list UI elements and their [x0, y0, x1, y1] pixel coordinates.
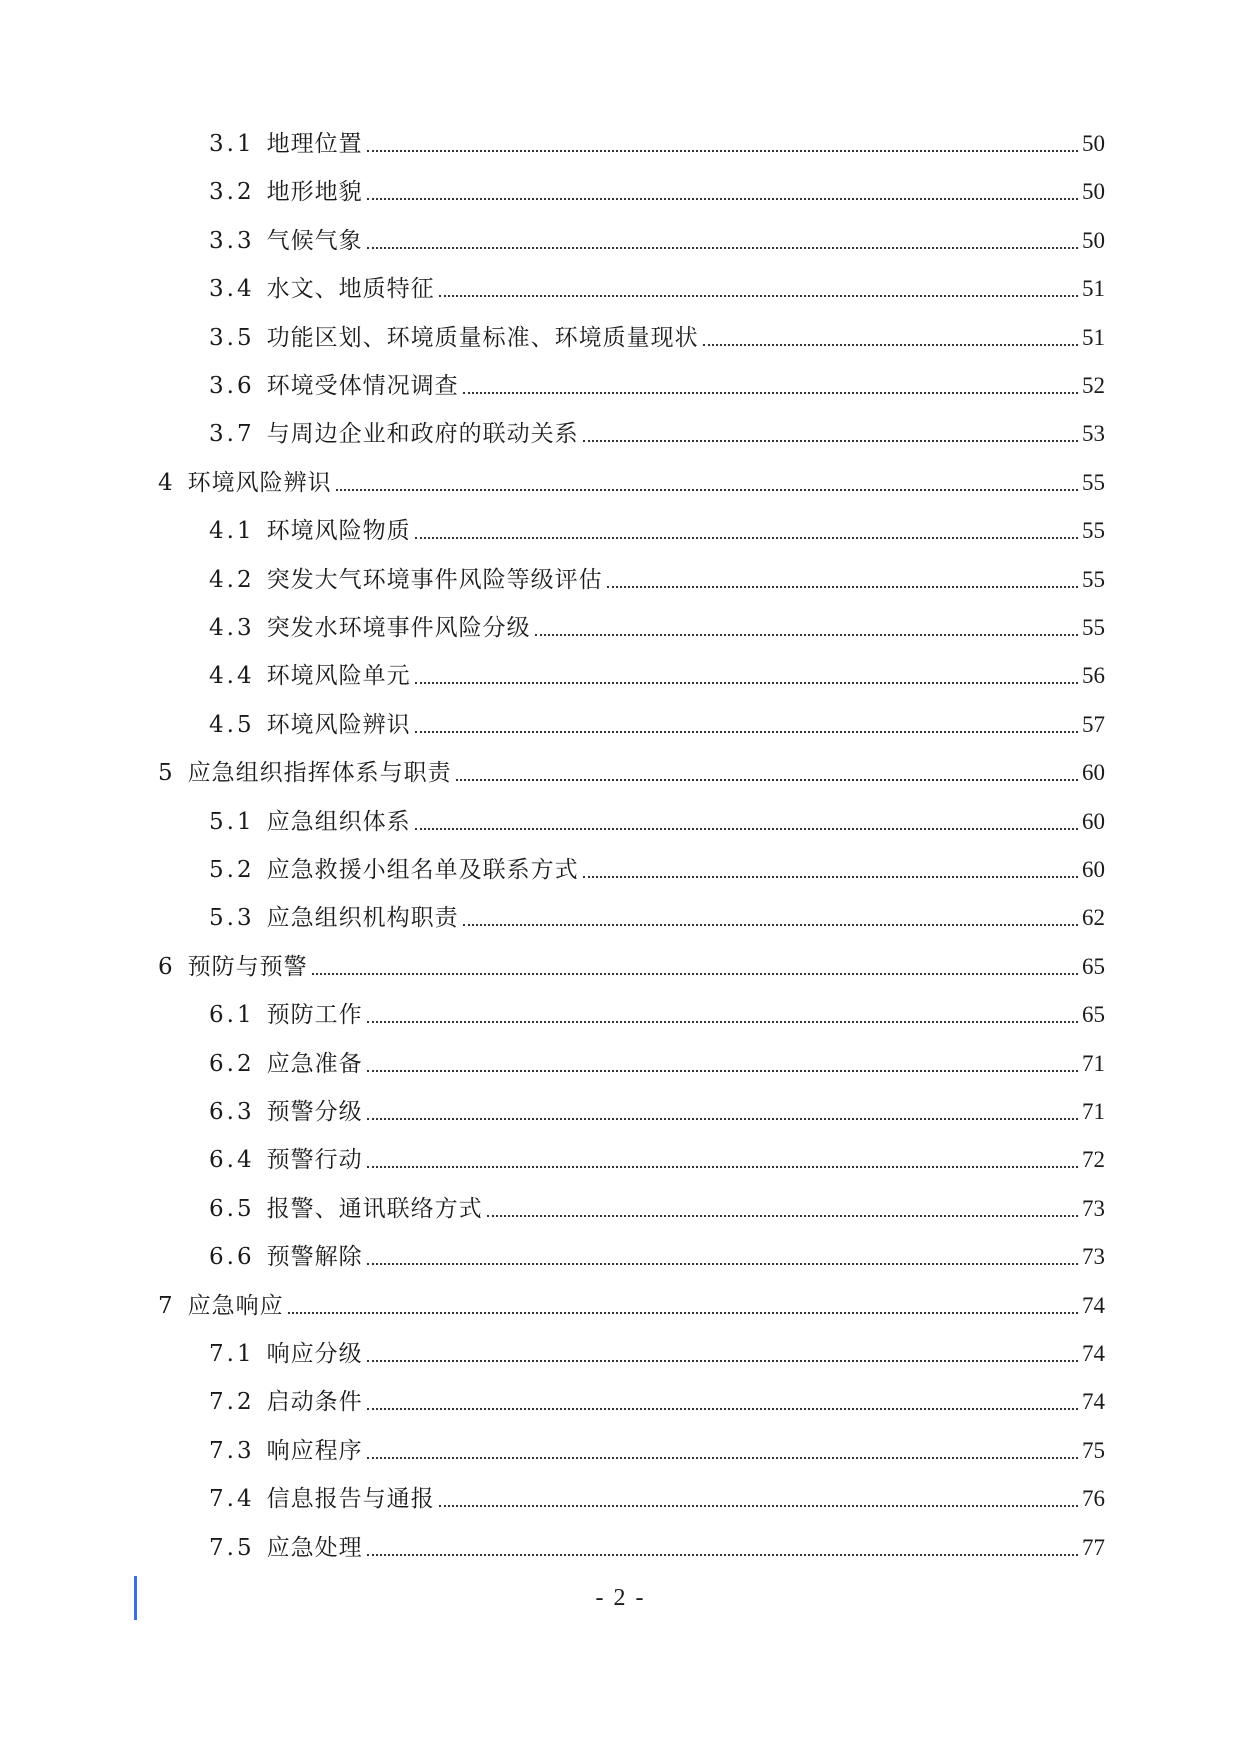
toc-entry-number: 4.2	[209, 566, 255, 593]
toc-entry-number: 7.2	[209, 1389, 255, 1416]
toc-entry[interactable]	[209, 558, 1105, 594]
toc-dot-leader	[367, 1262, 1078, 1265]
toc-dot-leader	[367, 1359, 1078, 1362]
toc-entry-title: 与周边企业和政府的联动关系	[266, 421, 579, 448]
toc-entry-page: 60	[1082, 760, 1105, 786]
toc-entry-number: 6.2	[209, 1050, 255, 1077]
toc-entry-page: 76	[1082, 1486, 1105, 1512]
toc-entry-title: 环境受体情况调查	[266, 373, 459, 399]
toc-entry-title: 响应程序	[266, 1437, 363, 1464]
toc-entry-page: 62	[1082, 905, 1105, 931]
toc-entry-title: 应急组织指挥体系与职责	[187, 760, 452, 787]
toc-entry-page: 51	[1082, 276, 1105, 302]
toc-entry-page: 71	[1082, 1050, 1105, 1076]
toc-entry-page: 60	[1082, 808, 1105, 834]
toc-entry-title: 响应分级	[266, 1341, 363, 1367]
toc-entry[interactable]	[209, 1477, 1105, 1513]
toc-entry-page: 55	[1082, 566, 1105, 592]
toc-entry[interactable]	[158, 1284, 1105, 1320]
toc-entry-page: 65	[1082, 1002, 1105, 1028]
toc-entry-title: 环境风险物质	[266, 518, 411, 545]
toc-entry[interactable]	[209, 703, 1105, 739]
toc-entry-number: 5.2	[209, 857, 255, 883]
toc-entry[interactable]	[209, 170, 1105, 206]
toc-entry-number: 6.4	[209, 1147, 255, 1174]
toc-dot-leader	[367, 1069, 1078, 1072]
toc-entry[interactable]	[158, 945, 1105, 981]
toc-entry[interactable]	[209, 654, 1105, 690]
toc-entry-number: 7.3	[209, 1437, 255, 1464]
toc-entry-page: 73	[1082, 1195, 1105, 1221]
toc-entry-title: 气候气象	[266, 227, 363, 254]
toc-entry-number: 3.6	[209, 373, 255, 399]
toc-dot-leader	[415, 681, 1078, 684]
toc-entry-title: 环境风险单元	[266, 663, 411, 690]
toc-entry-page: 75	[1082, 1437, 1105, 1463]
toc-entry-title: 地理位置	[266, 131, 363, 157]
toc-dot-leader	[583, 439, 1078, 442]
toc-entry[interactable]	[209, 1429, 1105, 1465]
toc-entry-number: 3.4	[209, 276, 255, 303]
toc-entry[interactable]	[209, 1380, 1105, 1416]
toc-entry-title: 突发大气环境事件风险等级评估	[266, 566, 603, 593]
toc-entry[interactable]	[209, 848, 1105, 884]
toc-entry[interactable]	[158, 461, 1105, 497]
toc-entry[interactable]	[158, 751, 1105, 787]
toc-entry-number: 6.5	[209, 1195, 255, 1222]
toc-dot-leader	[367, 197, 1078, 200]
toc-entry-number: 4	[158, 469, 176, 496]
toc-entry-title: 应急响应	[187, 1292, 284, 1319]
toc-entry-page: 50	[1082, 131, 1105, 156]
toc-entry-page: 65	[1082, 953, 1105, 979]
toc-entry-title: 预警行动	[266, 1147, 363, 1174]
toc-dot-leader	[439, 1504, 1078, 1507]
toc-dot-leader	[367, 1553, 1078, 1556]
toc-dot-leader	[703, 343, 1078, 346]
toc-entry-number: 3.1	[209, 131, 255, 157]
toc-dot-leader	[463, 923, 1078, 926]
toc-entry-page: 71	[1082, 1099, 1105, 1124]
toc-entry-number: 6.3	[209, 1099, 255, 1125]
toc-entry-page: 55	[1082, 518, 1105, 544]
toc-entry-page: 55	[1082, 615, 1105, 640]
toc-entry-number: 6.1	[209, 1002, 255, 1029]
toc-entry-title: 应急准备	[266, 1050, 363, 1077]
toc-entry-number: 4.1	[209, 518, 255, 545]
toc-entry[interactable]	[209, 122, 1105, 158]
toc-dot-leader	[367, 1407, 1078, 1410]
toc-entry[interactable]	[209, 896, 1105, 932]
toc-entry-number: 4.3	[209, 615, 255, 641]
toc-dot-leader	[367, 1117, 1078, 1120]
toc-dot-leader	[463, 391, 1078, 394]
toc-entry[interactable]	[209, 1235, 1105, 1271]
toc-entry[interactable]	[209, 1042, 1105, 1078]
toc-entry-title: 地形地貌	[266, 179, 363, 206]
toc-entry-title: 应急救援小组名单及联系方式	[266, 857, 579, 883]
toc-entry-page: 55	[1082, 469, 1105, 495]
toc-dot-leader	[487, 1214, 1078, 1217]
toc-dot-leader	[415, 827, 1078, 830]
toc-entry-page: 53	[1082, 421, 1105, 447]
toc-dot-leader	[367, 1020, 1078, 1023]
toc-entry-number: 3.3	[209, 227, 255, 254]
toc-entry-number: 4.5	[209, 711, 255, 738]
toc-entry-title: 功能区划、环境质量标准、环境质量现状	[266, 324, 699, 351]
toc-dot-leader	[367, 1456, 1078, 1459]
toc-entry-page: 72	[1082, 1147, 1105, 1173]
toc-entry-number: 3.7	[209, 421, 255, 448]
toc-entry-title: 启动条件	[266, 1389, 363, 1416]
toc-entry-number: 3.2	[209, 179, 255, 206]
toc-entry[interactable]	[209, 1090, 1105, 1126]
toc-entry-number: 6.6	[209, 1244, 255, 1271]
toc-entry[interactable]	[209, 800, 1105, 836]
toc-dot-leader	[312, 972, 1078, 975]
toc-dot-leader	[535, 633, 1078, 636]
toc-entry[interactable]	[209, 606, 1105, 642]
toc-entry-number: 3.5	[209, 324, 255, 351]
toc-dot-leader	[583, 875, 1078, 878]
toc-dot-leader	[288, 1311, 1078, 1314]
text-cursor-marker	[134, 1576, 137, 1620]
toc-dot-leader	[415, 536, 1078, 539]
toc-entry-title: 环境风险辨识	[187, 469, 332, 496]
toc-entry-title: 预防与预警	[187, 953, 308, 980]
toc-entry-number: 4.4	[209, 663, 255, 690]
toc-dot-leader	[367, 246, 1078, 249]
toc-entry-page: 77	[1082, 1534, 1105, 1560]
toc-entry[interactable]	[209, 1138, 1105, 1174]
toc-entry[interactable]	[209, 219, 1105, 255]
toc-entry-title: 突发水环境事件风险分级	[266, 615, 531, 641]
toc-entry-number: 7.4	[209, 1486, 255, 1513]
toc-entry-page: 50	[1082, 179, 1105, 205]
toc-entry[interactable]	[209, 412, 1105, 448]
toc-dot-leader	[456, 778, 1078, 781]
toc-entry[interactable]	[209, 364, 1105, 400]
toc-entry-title: 信息报告与通报	[266, 1486, 435, 1513]
toc-entry-page: 57	[1082, 711, 1105, 737]
toc-entry-number: 5	[158, 760, 176, 787]
toc-entry-number: 5.1	[209, 808, 255, 835]
toc-entry-title: 预警解除	[266, 1244, 363, 1271]
toc-entry-number: 6	[158, 953, 176, 980]
toc-entry-number: 5.3	[209, 905, 255, 932]
toc-entry-title: 应急组织体系	[266, 808, 411, 835]
toc-entry-page: 56	[1082, 663, 1105, 689]
toc-entry-page: 73	[1082, 1244, 1105, 1270]
toc-entry-page: 74	[1082, 1292, 1105, 1318]
toc-entry[interactable]	[209, 1526, 1105, 1562]
toc-entry[interactable]	[209, 316, 1105, 352]
toc-entry-title: 预警分级	[266, 1099, 363, 1125]
toc-entry[interactable]	[209, 1332, 1105, 1368]
toc-entry-title: 报警、通讯联络方式	[266, 1195, 483, 1222]
toc-dot-leader	[415, 730, 1078, 733]
toc-entry-number: 7.1	[209, 1341, 255, 1367]
toc-dot-leader	[367, 1165, 1078, 1168]
toc-dot-leader	[336, 488, 1078, 491]
toc-entry[interactable]	[209, 267, 1105, 303]
toc-entry[interactable]	[209, 1187, 1105, 1223]
toc-entry-title: 水文、地质特征	[266, 276, 435, 303]
toc-entry-title: 应急处理	[266, 1534, 363, 1561]
toc-entry-page: 60	[1082, 857, 1105, 882]
toc-entry-page: 74	[1082, 1389, 1105, 1415]
toc-entry-page: 51	[1082, 324, 1105, 350]
toc-entry-title: 预防工作	[266, 1002, 363, 1029]
toc-dot-leader	[367, 149, 1078, 152]
toc-entry-number: 7.5	[209, 1534, 255, 1561]
toc-entry-page: 74	[1082, 1341, 1105, 1366]
page-number: - 2 -	[595, 1585, 646, 1611]
toc-entry-page: 52	[1082, 373, 1105, 398]
toc-entry[interactable]	[209, 509, 1105, 545]
toc-entry-title: 应急组织机构职责	[266, 905, 459, 932]
toc-dot-leader	[439, 294, 1078, 297]
toc-entry-page: 50	[1082, 227, 1105, 253]
toc-dot-leader	[607, 585, 1078, 588]
toc-entry-number: 7	[158, 1292, 176, 1319]
toc-entry[interactable]	[209, 993, 1105, 1029]
toc-entry-title: 环境风险辨识	[266, 711, 411, 738]
